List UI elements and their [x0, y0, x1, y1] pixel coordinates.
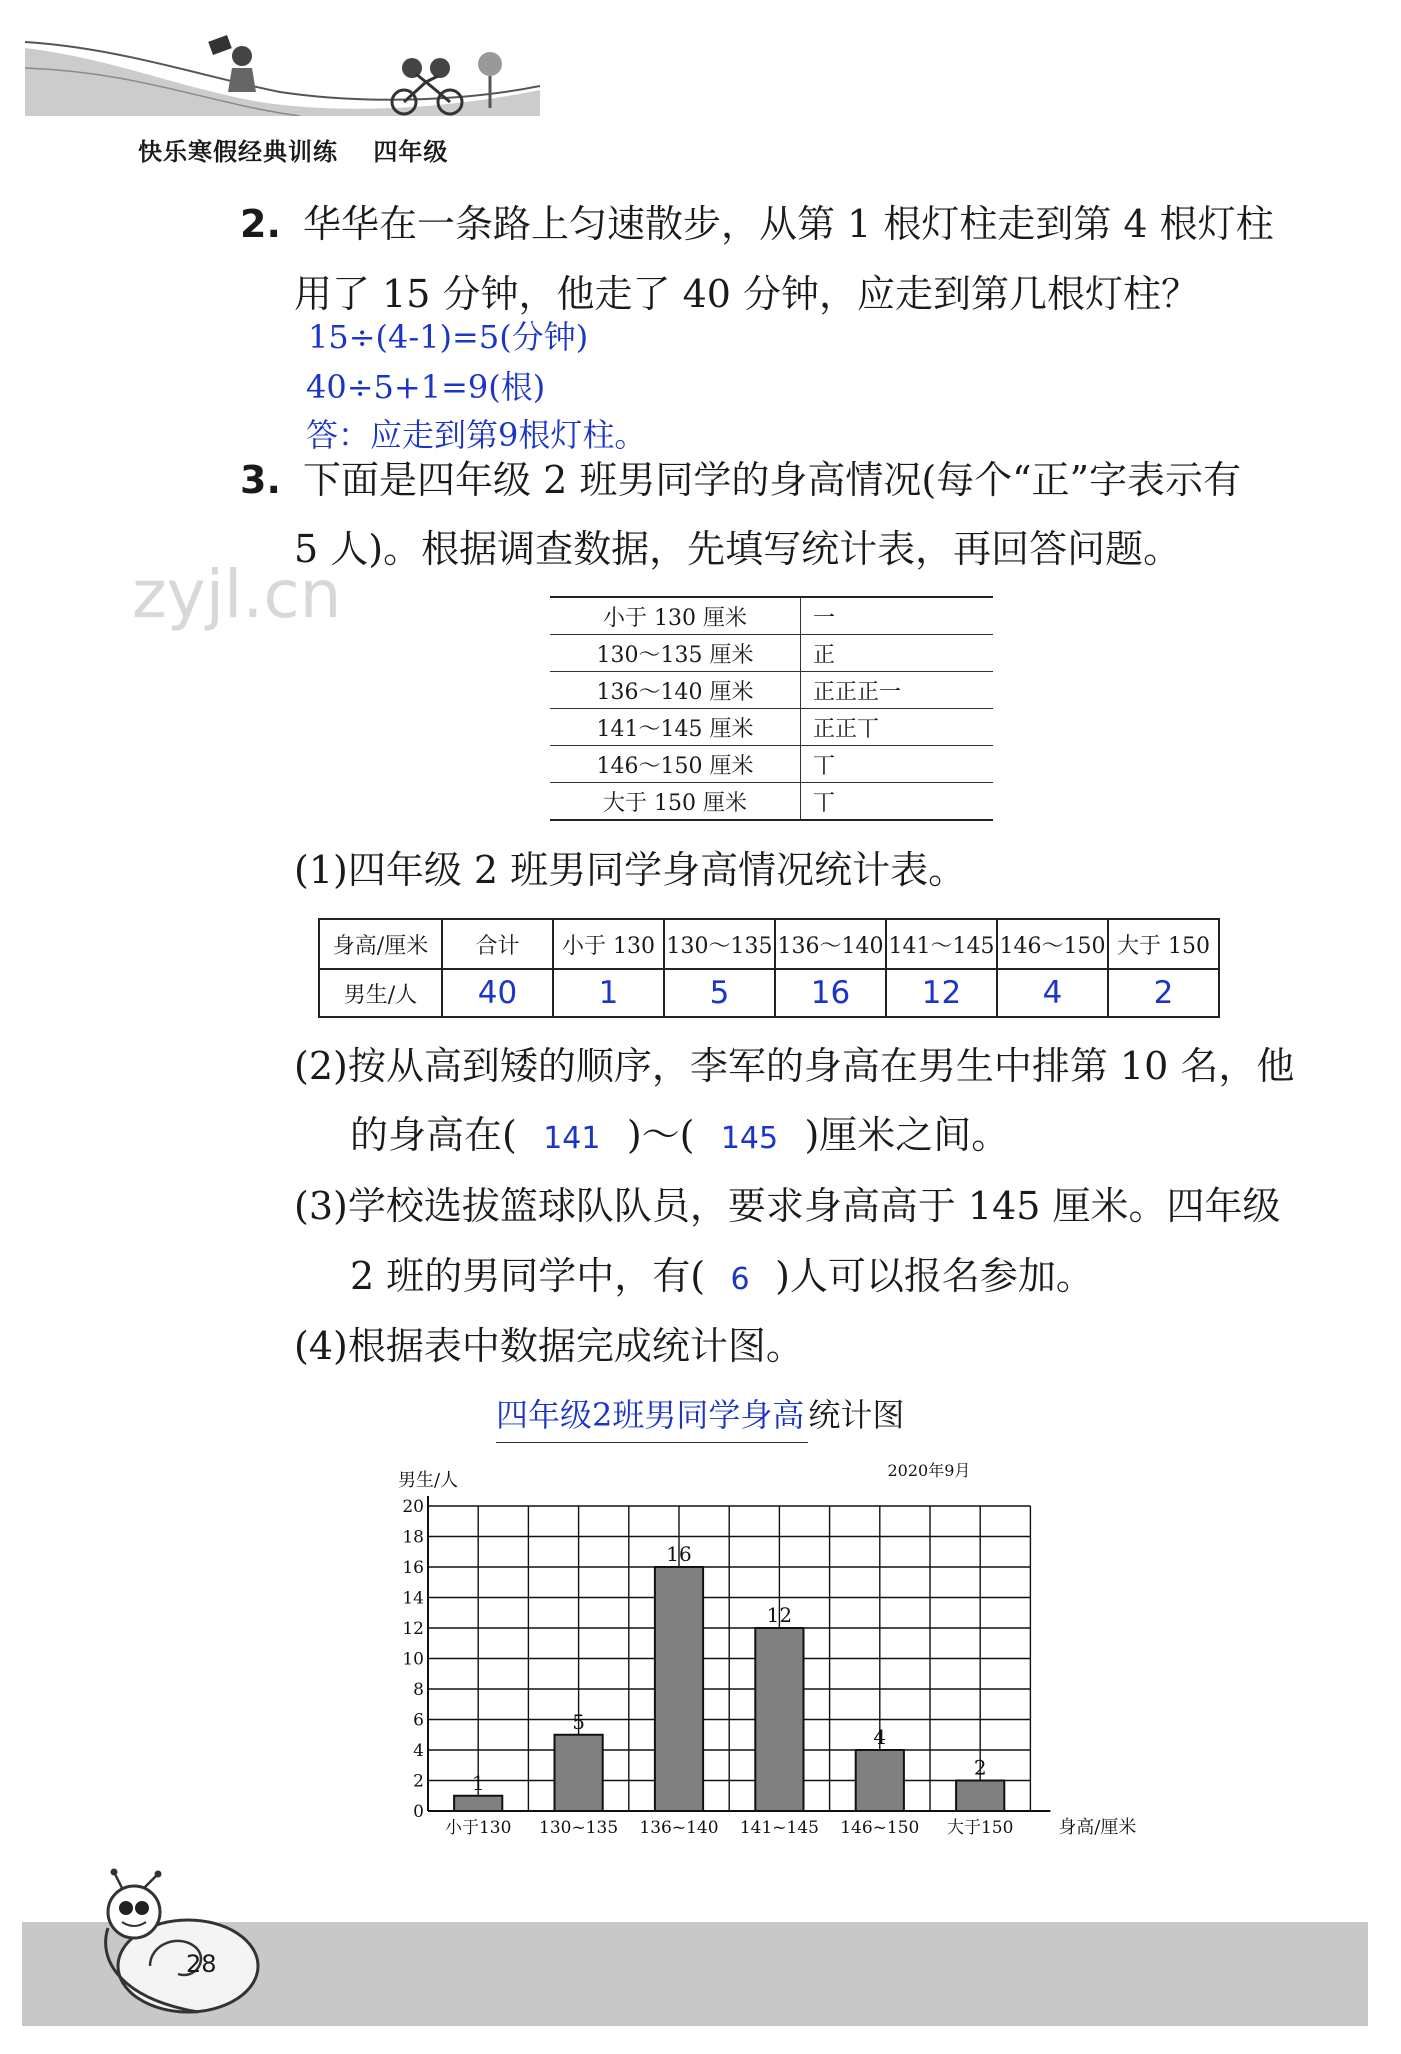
q3-sub3-answer: 6: [730, 1262, 750, 1297]
y-tick-label: 8: [413, 1680, 424, 1700]
chart-date: 2020年9月: [887, 1461, 971, 1480]
q3-sub3-line2: [350, 1254, 1094, 1302]
q3-sub2-line1: (2)按从高到矮的顺序，李军的身高在男生中排第 10 名，他: [294, 1044, 1295, 1088]
q2-number: 2.: [240, 202, 281, 246]
stat-value-row: [319, 969, 1219, 1017]
q2-text-line1: 华华在一条路上匀速散步，从第 1 根灯柱走到第 4 根灯柱: [302, 202, 1274, 246]
q3-text-line1: 下面是四年级 2 班男同学的身高情况(每个“正”字表示有: [302, 458, 1242, 502]
stat-value-cell: 5: [664, 969, 775, 1017]
y-axis-label: 男生/人: [398, 1470, 459, 1491]
tally-value: 正正丅: [801, 709, 994, 746]
y-tick-label: 12: [402, 1619, 424, 1639]
stat-header-cell: 141～145: [886, 919, 997, 969]
y-tick-label: 10: [402, 1649, 424, 1670]
bar-value-label: 4: [873, 1725, 887, 1749]
chart-title-suffix: 统计图: [808, 1396, 905, 1434]
y-tick-label: 2: [413, 1771, 424, 1792]
x-tick-label: 136~140: [639, 1818, 719, 1838]
stat-value-cell: 1: [553, 969, 664, 1017]
x-tick-label: 大于150: [946, 1818, 1014, 1838]
y-tick-label: 14: [402, 1588, 424, 1609]
chart-title: [496, 1390, 904, 1443]
stat-header-cell: 146～150: [997, 919, 1108, 969]
stat-value-cell: 4: [997, 969, 1108, 1017]
y-tick-label: 20: [402, 1497, 424, 1517]
q3-line1: [240, 458, 1241, 502]
y-tick-label: 16: [402, 1558, 424, 1578]
q3-sub2-line2: [350, 1113, 1009, 1161]
tally-value: 正正正一: [801, 672, 994, 709]
tally-label: 136～140 厘米: [550, 672, 801, 709]
stat-value-cell: 2: [1108, 969, 1219, 1017]
bar: [956, 1781, 1004, 1812]
x-tick-label: 小于130: [444, 1818, 512, 1838]
tally-row: [550, 672, 993, 709]
y-tick-label: 18: [402, 1527, 424, 1548]
q3-number: 3.: [240, 458, 281, 502]
stat-header-cell: 合计: [442, 919, 553, 969]
x-axis-label: 身高/厘米: [1058, 1817, 1137, 1838]
header-title: [138, 132, 448, 167]
q3-sub2-text-c: )厘米之间。: [804, 1113, 1010, 1157]
q3-sub1: (1)四年级 2 班男同学身高情况统计表。: [294, 848, 967, 892]
stat-table: [318, 918, 1220, 1018]
tally-table: [550, 596, 993, 821]
bar-value-label: 2: [973, 1755, 987, 1780]
bar: [856, 1750, 904, 1811]
bar: [454, 1796, 502, 1811]
bar-value-label: 16: [666, 1542, 692, 1566]
q3-sub2-text-b: )～(: [626, 1113, 695, 1157]
stat-value-cell: 12: [886, 969, 997, 1017]
stat-header-cell: 小于 130: [553, 919, 664, 969]
tally-label: 小于 130 厘米: [550, 597, 801, 635]
chart-grid: [428, 1496, 1050, 1811]
stat-header-cell: 身高/厘米: [319, 919, 442, 969]
q2-answer-line2: 40÷5+1=9(根): [306, 368, 546, 406]
tally-value: 丅: [801, 746, 994, 783]
stat-header-cell: 130～135: [664, 919, 775, 969]
tally-value: 一: [801, 597, 994, 635]
tally-row: [550, 746, 993, 783]
stat-header-row: [319, 919, 1219, 969]
tally-value: 正: [801, 635, 994, 672]
bar-value-label: 1: [471, 1770, 485, 1795]
q2-answer-line1: 15÷(4-1)=5(分钟): [308, 318, 589, 356]
tally-label: 146～150 厘米: [550, 746, 801, 783]
q3-sub3-text-b: )人可以报名参加。: [775, 1254, 1094, 1298]
q3-sub3-line1: (3)学校选拔篮球队队员，要求身高高于 145 厘米。四年级: [294, 1184, 1281, 1228]
watermark: zyjl.cn: [132, 556, 342, 633]
tally-label: 141～145 厘米: [550, 709, 801, 746]
q3-sub2-text-a: 的身高在(: [350, 1113, 517, 1157]
tally-row: [550, 783, 993, 821]
tally-row: [550, 597, 993, 635]
stat-header-cell: 大于 150: [1108, 919, 1219, 969]
tally-label: 大于 150 厘米: [550, 783, 801, 821]
x-tick-label: 141~145: [739, 1818, 819, 1838]
chart-title-answer: 四年级2班男同学身高: [496, 1390, 808, 1443]
tally-row: [550, 709, 993, 746]
x-tick-label: 130~135: [539, 1818, 619, 1838]
stat-value-cell: 16: [775, 969, 886, 1017]
q3-sub2-answer-high: 145: [720, 1121, 779, 1156]
y-tick-label: 4: [413, 1741, 424, 1761]
q3-sub2-answer-low: 141: [543, 1121, 601, 1156]
y-tick-label: 0: [413, 1802, 424, 1822]
header-scenery-illustration: [20, 28, 540, 116]
header-banner: [20, 28, 540, 116]
snail-illustration: [78, 1868, 268, 2018]
bar: [655, 1567, 703, 1811]
bar: [555, 1735, 603, 1811]
tally-row: [550, 635, 993, 672]
bar: [755, 1628, 803, 1811]
bar-value-label: 5: [572, 1709, 585, 1734]
stat-row-label: 男生/人: [319, 969, 442, 1017]
q3-sub4: (4)根据表中数据完成统计图。: [294, 1324, 804, 1368]
q2-answer-line3: 答：应走到第9根灯柱。: [306, 416, 647, 454]
tally-label: 130～135 厘米: [550, 635, 801, 672]
q3-text-line2: 5 人)。根据调查数据，先填写统计表，再回答问题。: [294, 527, 1182, 571]
header-grade: 四年级: [373, 138, 449, 166]
footer-snail: [78, 1868, 268, 2022]
stat-value-cell: 40: [442, 969, 553, 1017]
q2-line1: [240, 202, 1274, 246]
header-book-title: 快乐寒假经典训练: [138, 138, 338, 166]
stat-header-cell: 136～140: [775, 919, 886, 969]
bar-chart: [380, 1450, 1180, 1870]
y-tick-label: 6: [413, 1710, 424, 1731]
x-tick-label: 146~150: [840, 1818, 920, 1838]
bar-value-label: 12: [766, 1603, 793, 1627]
tally-value: 丅: [801, 783, 994, 821]
q2-text-line2: 用了 15 分钟，他走了 40 分钟，应走到第几根灯柱？: [294, 272, 1200, 316]
page-number: 28: [186, 1950, 217, 1978]
q3-sub3-text-a: 2 班的男同学中，有(: [350, 1254, 706, 1298]
